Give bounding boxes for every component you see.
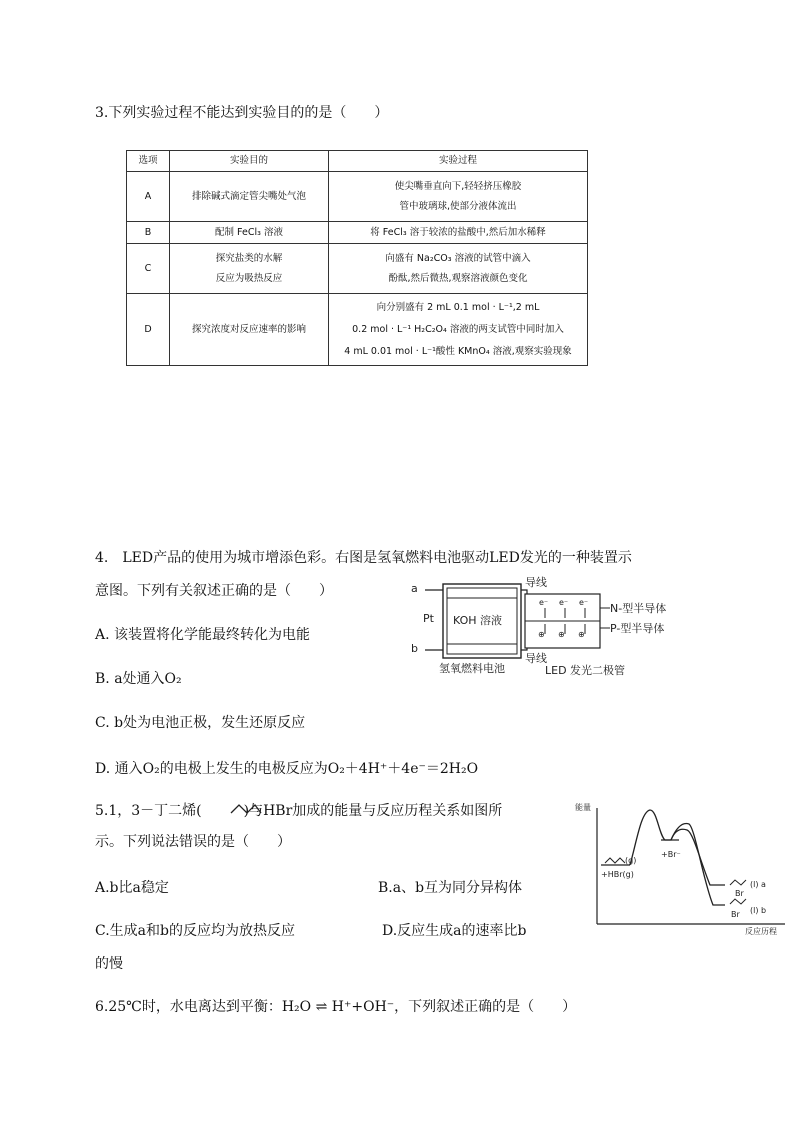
electron-label: e⁻: [579, 598, 589, 607]
q4-stem-line1: 4. LED产品的使用为城市增添色彩。右图是氢氧燃料电池驱动LED发光的一种装置示: [95, 550, 632, 566]
table-row: [127, 222, 588, 244]
row-d-procedure-line: 4 mL 0.01 mol · L⁻¹酸性 KMnO₄ 溶液,观察实验现象: [344, 345, 572, 357]
p-type-label: P-型半导体: [610, 622, 665, 635]
row-b-option: B: [127, 222, 170, 244]
led-label: LED 发光二极管: [545, 664, 626, 677]
row-a-procedure: [329, 172, 588, 222]
q5-option-c: C.生成a和b的反应均为放热反应: [95, 923, 295, 939]
row-c-procedure-line: 酚酞,然后微热,观察溶液颜色变化: [388, 272, 528, 284]
row-c-purpose-line: 反应为吸热反应: [215, 272, 283, 284]
q5-stem-line2: 示。下列说法错误的是（ ）: [95, 834, 291, 850]
electron-label: e⁻: [559, 598, 569, 607]
reactant-label: +HBr(g): [601, 870, 634, 879]
fuel-cell-label: 氢氧燃料电池: [439, 662, 505, 675]
q5-option-b: B.a、b互为同分异构体: [378, 880, 523, 896]
header-procedure: 实验过程: [329, 151, 588, 172]
electrolyte-label: KOH 溶液: [453, 614, 503, 627]
energy-axis-label: 能量: [575, 803, 591, 812]
row-c-purpose: [170, 244, 329, 294]
row-d-purpose: 探究浓度对反应速率的影响: [170, 294, 329, 366]
header-purpose: 实验目的: [170, 151, 329, 172]
inlet-b-label: b: [411, 642, 418, 655]
inlet-a-label: a: [411, 582, 418, 595]
q5-option-a: A.b比a稳定: [95, 880, 169, 896]
table-row: [127, 294, 588, 366]
row-c-procedure: [329, 244, 588, 294]
led-fuel-cell-diagram: [405, 578, 705, 678]
hole-label: ⊕: [538, 630, 545, 639]
electron-label: e⁻: [539, 598, 549, 607]
hole-label: ⊕: [578, 630, 585, 639]
wire-bottom-label: 导线: [525, 652, 547, 665]
product-a-label: (l) a: [750, 880, 766, 889]
q3-stem: 3.下列实验过程不能达到实验目的的是（ ）: [95, 105, 389, 121]
q4-option-b: B. a处通入O₂: [95, 671, 182, 687]
n-type-label: N-型半导体: [610, 602, 667, 615]
reactant-skeleton: [605, 858, 625, 863]
pt-label: Pt: [423, 612, 434, 625]
q5-option-d-cont: 的慢: [95, 956, 123, 972]
row-d-procedure-line: 0.2 mol · L⁻¹ H₂C₂O₄ 溶液的两支试管中同时加入: [352, 323, 564, 335]
row-d-option: D: [127, 294, 170, 366]
header-option: 选项: [127, 151, 170, 172]
row-d-procedure-line: 向分别盛有 2 mL 0.1 mol · L⁻¹,2 mL: [376, 301, 540, 313]
reactant-phase-label: (g): [625, 856, 637, 865]
q5-stem-line1: 5.1，3－丁二烯( )与HBr加成的能量与反应历程关系如图所: [95, 803, 503, 819]
butadiene-skeleton-icon: [229, 802, 263, 816]
hole-label: ⊕: [558, 630, 565, 639]
intermediate-label: +Br⁻: [661, 850, 681, 859]
experiment-table: [126, 150, 588, 366]
energy-curve-a: [630, 810, 725, 885]
product-a-skeleton: [730, 880, 746, 885]
product-b-label: (l) b: [750, 906, 767, 915]
row-b-procedure: 将 FeCl₃ 溶于较浓的盐酸中,然后加水稀释: [329, 222, 588, 244]
row-d-procedure: [329, 294, 588, 366]
table-row: [127, 172, 588, 222]
row-c-procedure-line: 向盛有 Na₂CO₃ 溶液的试管中滴入: [385, 252, 531, 264]
q4-option-c: C. b处为电池正极，发生还原反应: [95, 715, 306, 731]
energy-curve-b: [671, 824, 725, 905]
product-b-skeleton: [730, 899, 746, 904]
q5-option-d: D.反应生成a的速率比b: [382, 923, 527, 939]
q4-stem-line2: 意图。下列有关叙述正确的是（ ）: [95, 583, 333, 599]
progress-axis-label: 反应历程: [745, 927, 777, 936]
q6-stem: 6.25℃时，水电离达到平衡：H₂O ⇌ H⁺+OH⁻，下列叙述正确的是（ ）: [95, 999, 577, 1015]
row-a-option: A: [127, 172, 170, 222]
q4-option-a: A. 该装置将化学能最终转化为电能: [95, 627, 311, 643]
product-b-br-label: Br: [731, 910, 740, 919]
energy-profile-diagram: [575, 800, 790, 940]
q4-option-d: D. 通入O₂的电极上发生的电极反应为O₂＋4H⁺＋4e⁻＝2H₂O: [95, 761, 479, 777]
row-c-purpose-line: 探究盐类的水解: [215, 252, 283, 264]
wire-top-label: 导线: [525, 576, 547, 589]
row-a-purpose: 排除碱式滴定管尖嘴处气泡: [170, 172, 329, 222]
product-a-br-label: Br: [735, 889, 744, 898]
row-b-purpose: 配制 FeCl₃ 溶液: [170, 222, 329, 244]
table-header-row: [127, 151, 588, 172]
row-a-procedure-line: 管中玻璃球,使部分液体流出: [399, 200, 517, 212]
row-c-option: C: [127, 244, 170, 294]
row-a-procedure-line: 使尖嘴垂直向下,轻轻挤压橡胶: [394, 180, 522, 192]
table-row: [127, 244, 588, 294]
